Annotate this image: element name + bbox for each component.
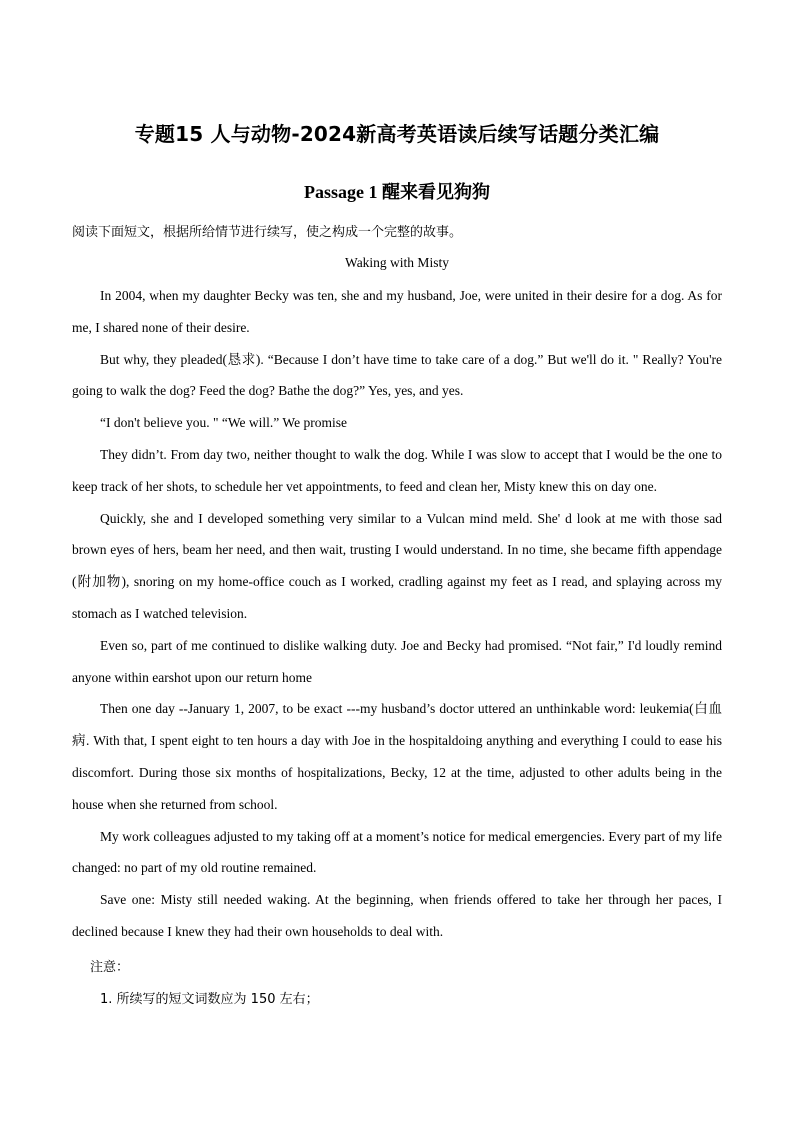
paragraph: Save one: Misty still needed waking. At the beginning, when friends offered to take her through her paces, I declined because I knew they had their own households to deal with. <box>72 892 722 939</box>
story-title: Waking with Misty <box>345 255 449 270</box>
story-body <box>72 280 722 948</box>
paragraph: My work colleagues adjusted to my taking off at a moment’s notice for medical emergencies. Every part of my life changed: no part of my old routine remained. <box>72 828 722 876</box>
paragraph: But why, they pleaded(恳求). “Because I don’t have time to take care of a dog.” But we'll do it. " Really? You're going to walk the dog? Feed the dog? Bathe the dog?” Yes, yes, and yes. <box>72 351 722 399</box>
paragraph: Quickly, she and I developed something very similar to a Vulcan mind meld. She' d look at me with those sad brown eyes of hers, beam her need, and then wait, trusting I would understand. In no time, she became fifth appendage (附加物), snoring on my home-office couch as I worked, cradling against my feet as I read, and splaying across my stomach as I watched television. <box>72 510 722 621</box>
note-item: 1. 所续写的短文词数应为 150 左右； <box>100 992 319 1007</box>
notes-section <box>90 952 730 1016</box>
passage-heading: Passage 1 醒来看见狗狗 <box>304 182 490 202</box>
paragraph: They didn’t. From day two, neither thought to walk the dog. While I was slow to accept that I would be the one to keep track of her shots, to schedule her vet appointments, to feed and clean her, Misty knew this on day one. <box>72 446 722 494</box>
instruction-text: 阅读下面短文，根据所给情节进行续写，使之构成一个完整的故事。 <box>72 225 463 240</box>
notes-label: 注意： <box>90 960 130 975</box>
paragraph: “I don't believe you. " “We will.” We promise <box>100 415 347 431</box>
document-title: 专题15 人与动物-2024新高考英语读后续写话题分类汇编 <box>134 122 660 146</box>
paragraph: Then one day --January 1, 2007, to be exact ---my husband’s doctor uttered an unthinkable word: leukemia(白血病. With that, I spent eight to ten hours a day with Joe in the hospitaldoing anything and everything I could to ease his discomfort. During those six months of hospitalizations, Becky, 12 at the time, adjusted to other adults being in the house when she returned from school. <box>72 701 722 812</box>
paragraph: Even so, part of me continued to dislike walking duty. Joe and Becky had promised. “Not fair,” I'd loudly remind anyone within earshot upon our return home <box>72 637 722 685</box>
paragraph: In 2004, when my daughter Becky was ten, she and my husband, Joe, were united in their desire for a dog. As for me, I shared none of their desire. <box>72 288 722 335</box>
